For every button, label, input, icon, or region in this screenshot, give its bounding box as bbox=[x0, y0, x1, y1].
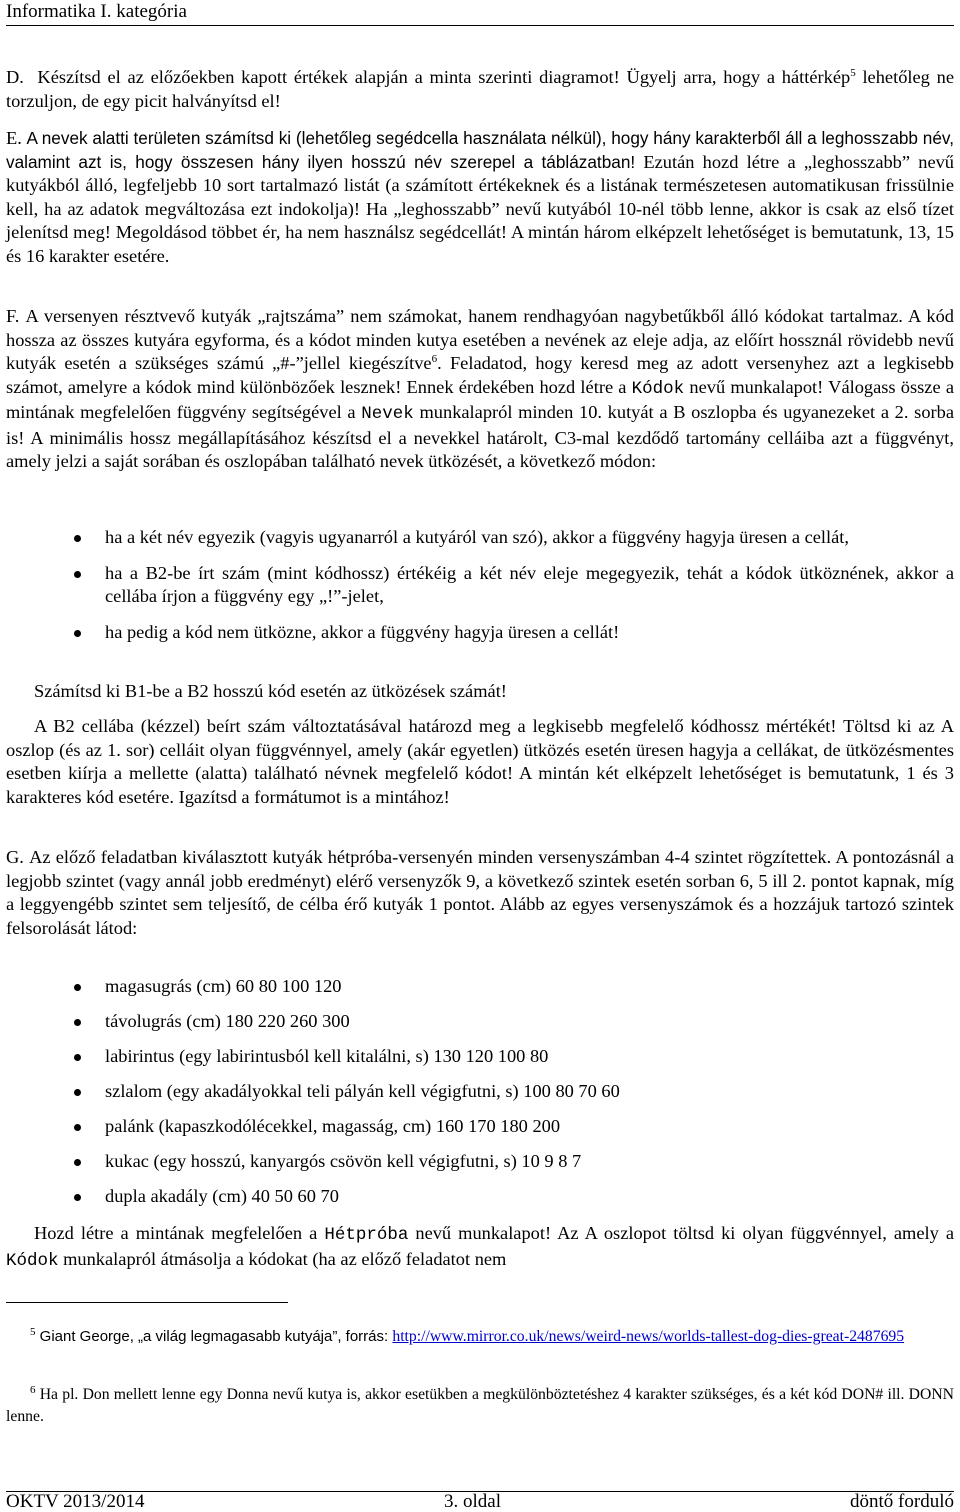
task-f-bullet-list bbox=[0, 526, 960, 644]
task-f-paragraph-b1: Számítsd ki B1-be a B2 hosszú kód esetén az ütközések számát! bbox=[34, 681, 507, 701]
task-d-text-b: lehetőleg ne torzuljon, de egy picit halványítsd el! bbox=[6, 67, 954, 111]
footnote-text: Giant George, „a világ legmagasabb kutyája”, forrás: bbox=[35, 1328, 393, 1345]
bullet-icon bbox=[74, 1019, 81, 1026]
footnote-link[interactable]: http://www.mirror.co.uk/news/weird-news/worlds-tallest-dog-dies-great-2487695 bbox=[392, 1328, 905, 1345]
footer-page-number: 3. oldal bbox=[444, 1491, 501, 1512]
task-f-text-1: A versenyen résztvevő kutyák „rajtszáma” nem számokat, hanem rendhagyóan nagybetűkből álló kódokat tartalmaz. A kód hossza az összes kutyára egyforma, és a kódot minden kutya esetében a nevének az eleje adja, az előírt hossznál rövidebb nevű kutyák esetén a szükséges számú „#-”jellel kiegészítve bbox=[6, 306, 954, 373]
task-e-label: E. bbox=[6, 128, 22, 148]
page-header-title: Informatika I. kategória bbox=[6, 1, 187, 22]
bullet-icon bbox=[74, 1089, 81, 1096]
footnote-ref-5[interactable]: 5 bbox=[850, 67, 856, 79]
task-d-label: D. bbox=[6, 67, 24, 87]
list-item: palánk (kapaszkodólécekkel, magasság, cm) 160 170 180 200 bbox=[0, 1115, 960, 1139]
task-g-paragraph bbox=[6, 846, 954, 940]
header-divider bbox=[6, 25, 954, 26]
task-e-text-serif: Ezután hozd létre a „leghosszabb” nevű kutyákból álló, legfeljebb 10 sort tartalmazó listát (a számított értékeknek és a listának természetesen automatikusan frissülnie kell, ha az adatok megváltozása ezt indokolja)! Ha „leghosszabb” nevű kutyából 10-nél több lenne, akkor is csak az első tízet jelenítsd meg! Megoldásod többet ér, ha nem használsz segédcellát! A mintán három elképzelt lehetőséget is bemutatunk, 13, 15 és 16 karakter esetére. bbox=[6, 151, 954, 266]
task-g-bullet-list bbox=[0, 975, 960, 1209]
footnote-divider bbox=[6, 1302, 288, 1303]
task-d-text-a: Készítsd el az előzőekben kapott értékek alapján a minta szerinti diagramot! Ügyelj arra, hogy a háttérkép bbox=[37, 67, 851, 87]
task-e-text-sans: A nevek alatti területen számítsd ki (lehetőleg segédcella használata nélkül), hogy hány karakterből áll a leghosszabb név, valamint azt is, hogy összesen hány ilyen hosszú név szerepel a táblázatban! bbox=[6, 128, 954, 172]
task-f-text-3: nevű munkalapot! Válogass össze a mintának megfelelően függvény segítségével a bbox=[6, 376, 954, 422]
sheet-name-kodok: Kódok bbox=[631, 378, 685, 399]
list-item: kukac (egy hosszú, kanyargós csövön kell végigfutni, s) 10 9 8 7 bbox=[0, 1150, 960, 1174]
task-f-text-4: munkalapról minden 10. kutyát a B oszlopba és ugyanezeket a 2. sorba is! A minimális hossz megállapításához készítsd el a nevekkel határolt, C3-mal kezdődő tartomány celláiba azt a függvényt, amely jelzi a saját sorában és oszlopában található nevek ütközését, a következő módon: bbox=[6, 402, 954, 471]
bullet-icon bbox=[74, 1054, 81, 1061]
task-f-text-2: . Feladatod, hogy keresd meg az adott versenyhez azt a legkisebb számot, amelyre a kódok mind különbözőek lesznek! Ennek érdekében hozd létre a bbox=[6, 353, 954, 397]
task-d-paragraph bbox=[6, 66, 954, 113]
bullet-icon bbox=[74, 1159, 81, 1166]
footer-right: döntő forduló bbox=[850, 1491, 954, 1512]
task-g-final-paragraph: Hozd létre a mintának megfelelően a Hétpróba nevű munkalapot! Az A oszlopot töltsd ki olyan függvénnyel, amely a Kódok munkalapról átmásolja a kódokat (ha az előző feladatot nem bbox=[6, 1223, 955, 1271]
task-g-label: G. bbox=[6, 847, 24, 867]
footnote-5 bbox=[6, 1326, 954, 1348]
task-e-paragraph bbox=[6, 127, 954, 268]
task-g-text: Az előző feladatban kiválasztott kutyák hétpróba-versenyén minden versenyszámban 4-4 szintet rögzítettek. A pontozásnál a legjobb szintet (vagy annál jobb eredményt) elérő versenyzők 9, a következő szintek esetén sorban 6, 5 ill 2. pontot kapnak, míg a leggyengébb szintet sem teljesítő, de célba érő kutyák 1 pontot. Alább az egyes versenyszámok és a hozzájuk tartozó szintek felsorolását látod: bbox=[6, 847, 954, 938]
task-f-paragraph-b2: A B2 cellába (kézzel) beírt szám változtatásával határozd meg a legkisebb megfelelő kódhossz mértékét! Töltsd ki az A oszlop (és az 1. sor) celláit olyan függvénnyel, amely (akár egyetlen) ütközés esetén üresen hagyja a cellákat, de ütközésmentes esetben kiírja a mellette (alatta) található névnek megfelelő kódot! A mintán két elképzelt lehetőséget is bemutatunk, 1 és 3 karakteres kód esetére. Igazítsd a formátumot is a mintához! bbox=[6, 716, 954, 807]
list-item: dupla akadály (cm) 40 50 60 70 bbox=[0, 1185, 960, 1209]
list-item: távolugrás (cm) 180 220 260 300 bbox=[0, 1010, 960, 1034]
bullet-icon bbox=[74, 535, 81, 542]
list-item: ha pedig a kód nem ütközne, akkor a függvény hagyja üresen a cellát! bbox=[0, 621, 960, 645]
bullet-icon bbox=[74, 571, 81, 578]
footnote-6 bbox=[6, 1384, 954, 1428]
sheet-name-nevek: Nevek bbox=[361, 404, 414, 424]
bullet-icon bbox=[74, 1124, 81, 1131]
task-f-label: F. bbox=[6, 306, 20, 326]
footnote-number: 6 bbox=[30, 1384, 36, 1396]
list-item: ha a B2-be írt szám (mint kódhossz) értékéig a két név eleje megegyezik, tehát a kódok ütköznének, akkor a cellába írjon a függvény egy „!”-jelet, bbox=[0, 562, 960, 609]
list-item: ha a két név egyezik (vagyis ugyanarról a kutyáról van szó), akkor a függvény hagyja üresen a cellát, bbox=[0, 526, 960, 550]
bullet-icon bbox=[74, 1194, 81, 1201]
sheet-name-kodok: Kódok bbox=[6, 1250, 59, 1271]
bullet-icon bbox=[74, 984, 81, 991]
list-item: magasugrás (cm) 60 80 100 120 bbox=[0, 975, 960, 999]
list-item: szlalom (egy akadályokkal teli pályán kell végigfutni, s) 100 80 70 60 bbox=[0, 1080, 960, 1104]
task-f-paragraph bbox=[6, 305, 954, 474]
footnote-number: 5 bbox=[30, 1326, 36, 1338]
footnote-ref-6[interactable]: 6 bbox=[431, 353, 438, 365]
footer-left: OKTV 2013/2014 bbox=[6, 1491, 145, 1512]
footnote-text: Ha pl. Don mellett lenne egy Donna nevű kutya is, akkor esetükben a megkülönböztetéshez 4 karakter szükséges, és a két kód DON# ill. DONN lenne. bbox=[6, 1386, 954, 1425]
sheet-name-hetproba: Hétpróba bbox=[324, 1225, 409, 1245]
list-item: labirintus (egy labirintusból kell kitalálni, s) 130 120 100 80 bbox=[0, 1045, 960, 1069]
bullet-icon bbox=[74, 630, 81, 637]
